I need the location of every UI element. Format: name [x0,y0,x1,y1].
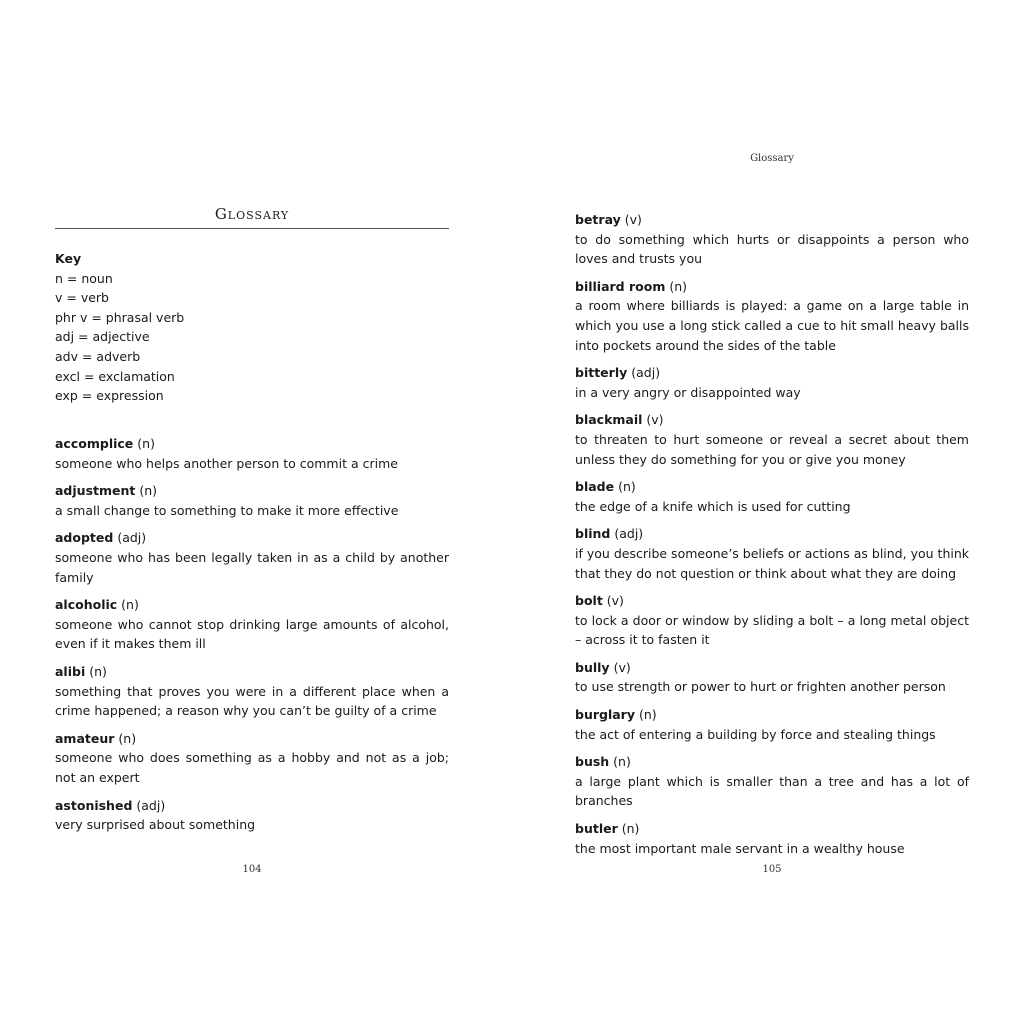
key-line: adv = adverb [55,348,141,364]
headword: alcoholic [55,597,118,613]
definition: someone who does something as a hobby and not as a job; not an expert [55,750,449,785]
headword: accomplice [55,436,134,451]
part-of-speech: (n) [638,707,657,723]
headword: amateur [55,730,115,746]
page-number-left: 104 [242,864,262,875]
glossary-entry [575,363,969,402]
definition: the edge of a knife which is used for cutting [575,498,851,514]
definition: the act of entering a building by force and stealing things [575,726,936,742]
key-line: n = noun [55,270,113,286]
glossary-entry [55,662,449,721]
headword: billiard room [575,278,666,294]
glossary-entry [575,705,969,744]
part-of-speech: (n) [118,730,137,746]
headword: blind [575,526,611,542]
definition: a room where billiards is played: a game on a large table in which you use a long stick called a cue to hit small heavy balls into pockets around the sides of the table [575,298,969,353]
part-of-speech: (v) [613,659,631,675]
key-line: phr v = phrasal verb [55,309,185,325]
headword: alibi [55,663,86,679]
headword: betray [575,212,621,227]
glossary-entry [55,528,449,587]
key-line: exp = expression [55,388,164,404]
definition: if you describe someone’s beliefs or actions as blind, you think that they do not question or think about what they are doing [575,545,969,581]
headword: bully [575,659,610,675]
key-line: adj = adjective [55,329,150,345]
part-of-speech: (n) [89,663,107,679]
glossary-entry [575,752,969,811]
glossary-entry [55,595,449,654]
definition: the most important male servant in a wealthy house [575,840,905,856]
glossary-entry [575,819,969,858]
glossary-entry [55,729,449,788]
definition: a large plant which is smaller than a tree and has a lot of branches [575,773,969,809]
page-number-right: 105 [762,864,782,875]
glossary-entry [575,658,969,697]
part-of-speech: (n) [621,821,640,837]
part-of-speech: (adj) [117,530,147,546]
key-line: v = verb [55,290,109,306]
definition: to use strength or power to hurt or frighten another person [575,679,946,695]
headword: adjustment [55,483,136,499]
definition: to threaten to hurt someone or reveal a secret about them unless they do something for you or give you money [575,431,969,467]
part-of-speech: (v) [606,593,624,609]
definition: someone who helps another person to commit a crime [55,455,398,471]
running-head: Glossary [750,153,794,164]
definition: someone who cannot stop drinking large amounts of alcohol, even if it makes them ill [55,616,449,652]
headword: bitterly [575,365,628,381]
headword: butler [575,821,618,837]
key-title: Key [55,251,82,266]
headword: astonished [55,797,133,813]
part-of-speech: (v) [624,212,642,227]
part-of-speech: (n) [618,479,636,495]
definition: to lock a door or window by sliding a bolt – a long metal object – across it to fasten it [575,612,969,648]
definition: a small change to something to make it more effective [55,502,399,518]
glossary-entries-right [575,210,969,866]
definition: something that proves you were in a different place when a crime happened; a reason why you can’t be guilty of a crime [55,683,449,719]
headword: bolt [575,593,603,609]
definition: to do something which hurts or disappoints a person who loves and trusts you [575,231,969,267]
glossary-entry [575,277,969,355]
key-block [55,249,449,406]
page-title: Glossary [55,205,449,229]
part-of-speech: (v) [646,412,664,428]
glossary-entry [575,410,969,469]
glossary-entry [575,591,969,650]
glossary-entry [55,796,449,835]
headword: blade [575,479,615,495]
part-of-speech: (adj) [614,526,644,542]
part-of-speech: (n) [137,436,155,451]
glossary-entry [55,434,449,473]
glossary-entry [575,524,969,583]
part-of-speech: (adj) [136,797,166,813]
part-of-speech: (n) [121,597,139,613]
part-of-speech: (n) [669,278,688,294]
definition: in a very angry or disappointed way [575,384,801,400]
key-line: excl = exclamation [55,368,175,384]
glossary-entry [575,477,969,516]
part-of-speech: (n) [139,483,158,499]
part-of-speech: (adj) [631,365,661,381]
glossary-entry [575,210,969,269]
headword: bush [575,754,610,770]
part-of-speech: (n) [613,754,631,770]
glossary-entries-left [55,434,449,843]
headword: burglary [575,707,635,723]
headword: adopted [55,530,114,546]
definition: very surprised about something [55,817,256,833]
headword: blackmail [575,412,643,428]
glossary-entry [55,481,449,520]
definition: someone who has been legally taken in as a child by another family [55,549,449,585]
